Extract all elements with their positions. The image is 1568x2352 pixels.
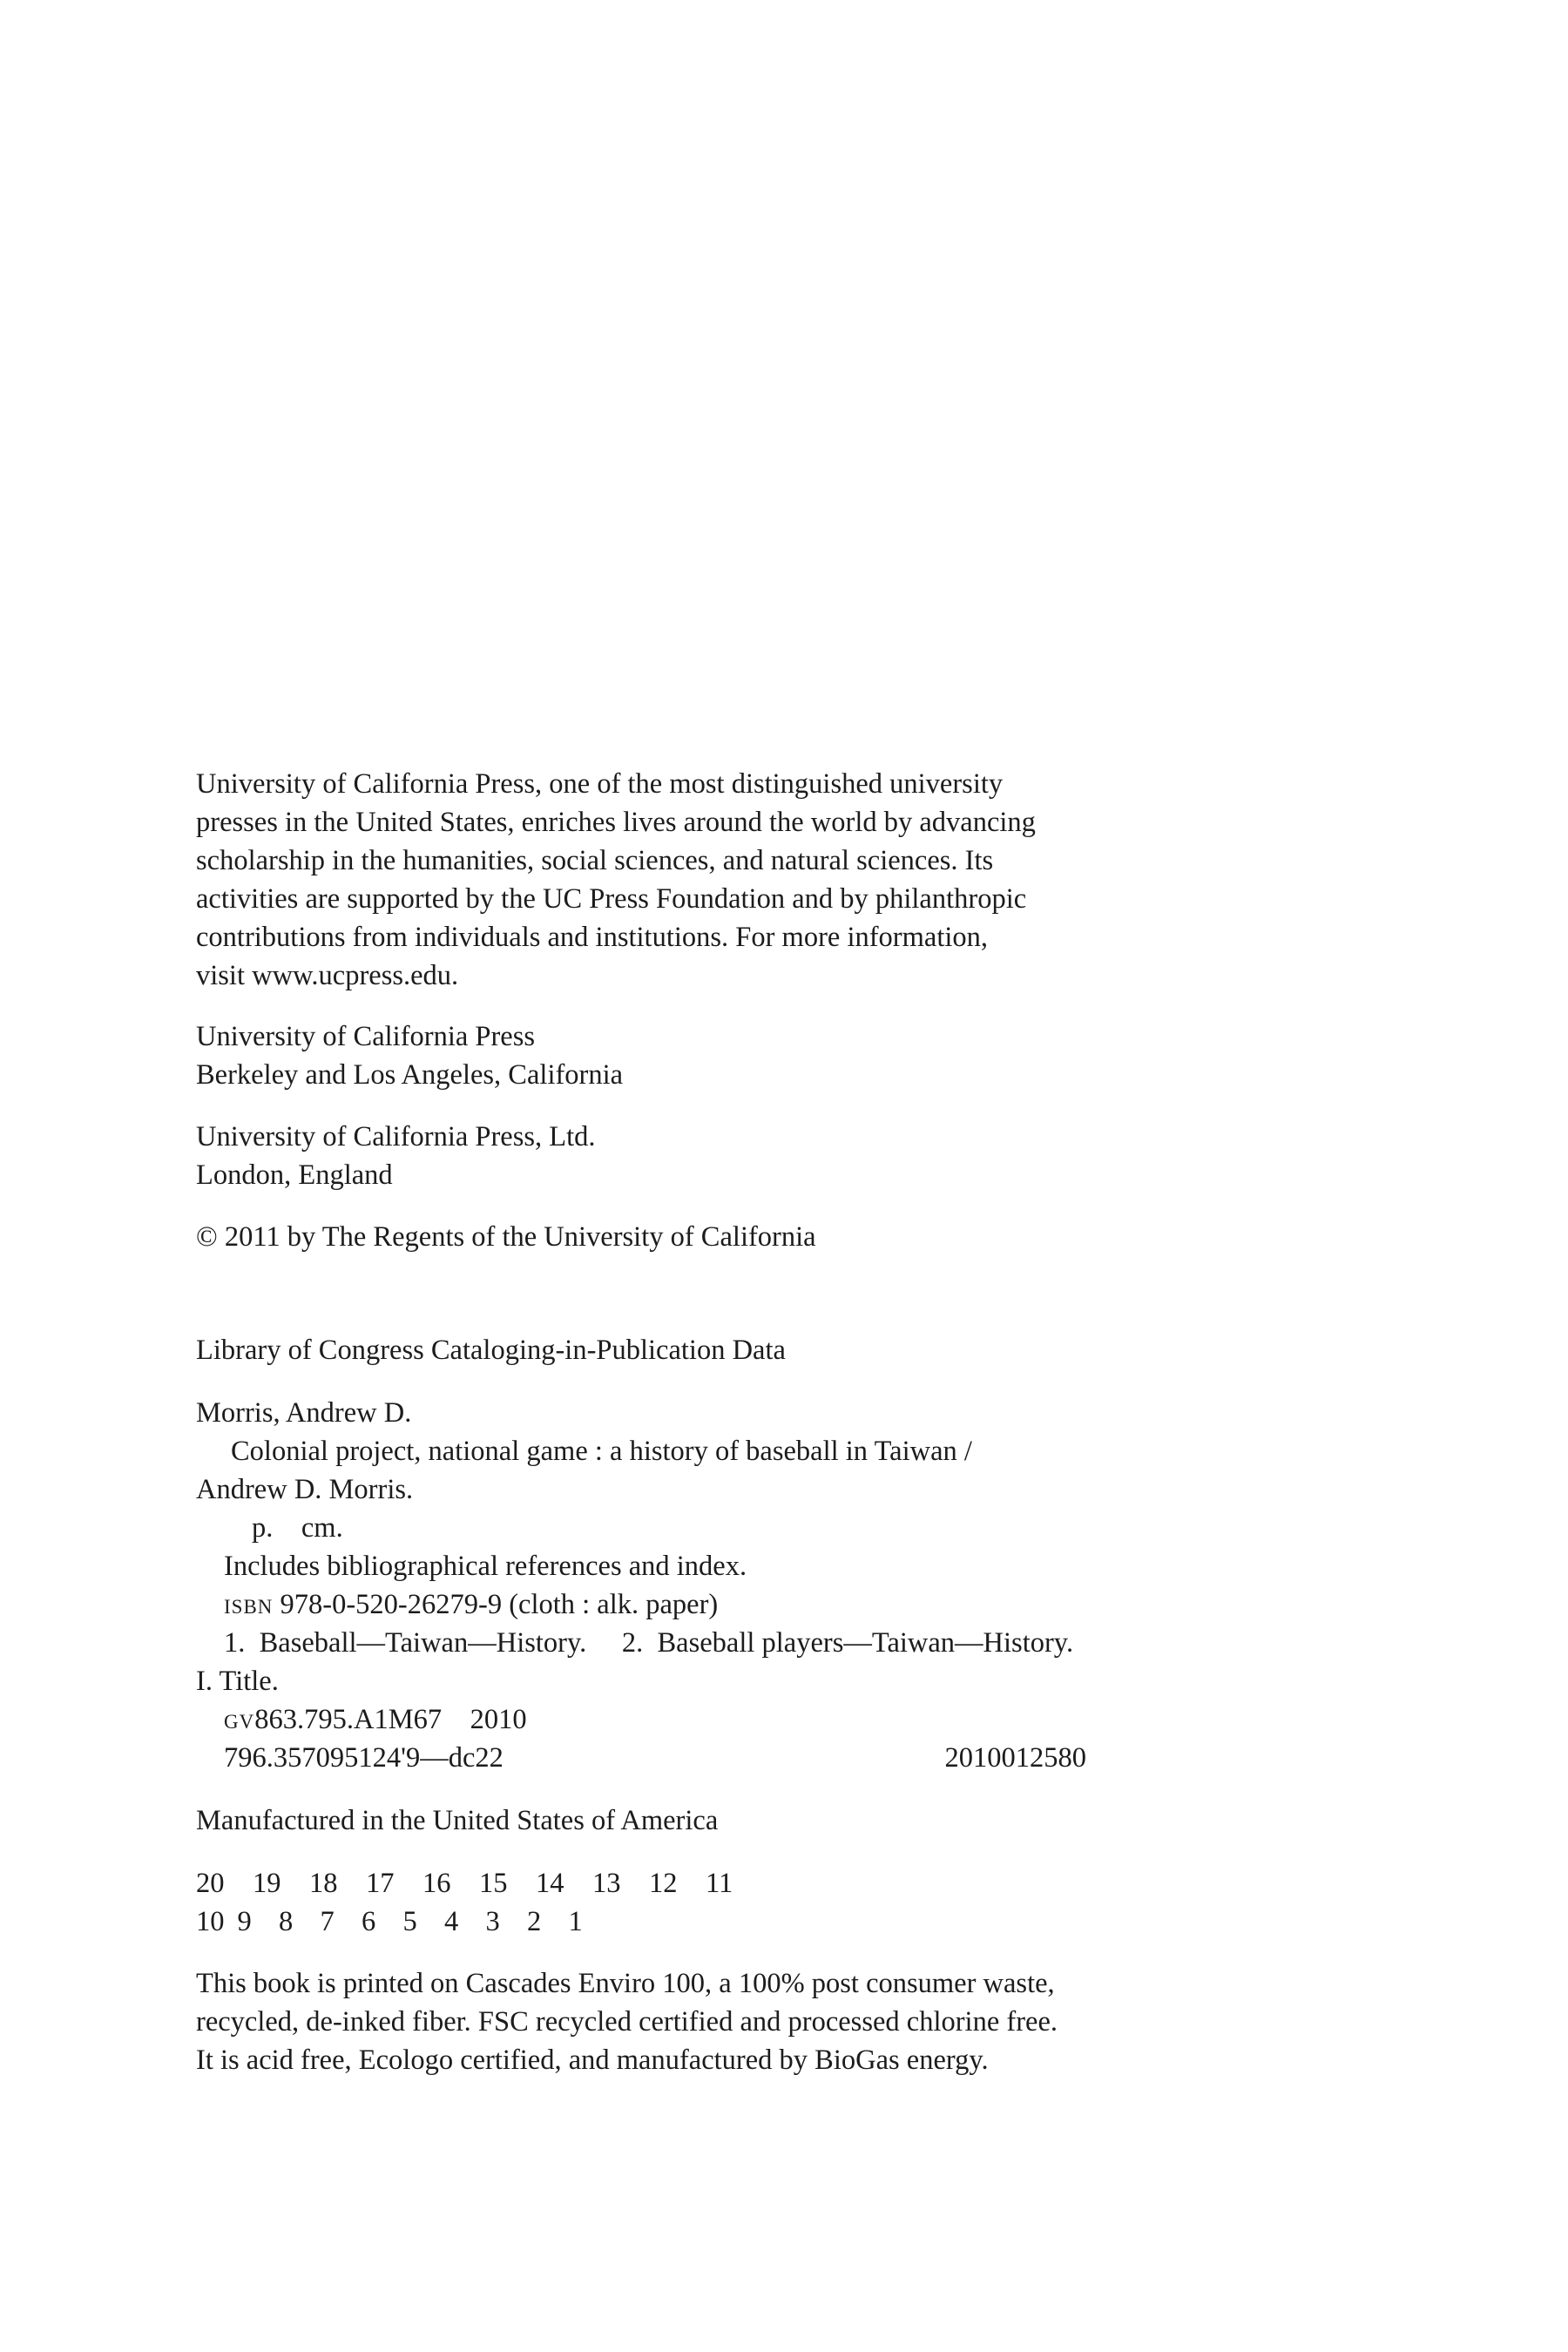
cip-heading-block [196, 1331, 1085, 1369]
cip-pages: p. cm. [252, 1512, 343, 1544]
publisher-uk-location: London, England [196, 1159, 393, 1191]
paper-note [196, 1964, 1085, 2079]
publisher-uk [196, 1118, 1085, 1194]
cip-dewey: 796.357095124'9—dc22 [224, 1742, 504, 1774]
lc-class-value: 863.795.A1M67 2010 [254, 1704, 527, 1735]
publisher-us-location: Berkeley and Los Angeles, California [196, 1059, 624, 1091]
print-number: 16 [422, 1868, 451, 1899]
cip-record [196, 1394, 1085, 1777]
print-number: 6 [362, 1906, 376, 1937]
press-description-line: University of California Press, one of the most distinguished university [196, 768, 1004, 800]
print-number: 17 [366, 1868, 395, 1899]
copyright-notice [196, 1218, 1085, 1256]
cip-subjects: 1. Baseball—Taiwan—History. 2. Baseball players—Taiwan—History. [224, 1627, 1074, 1659]
print-number: 2 [527, 1906, 542, 1937]
publisher-us [196, 1017, 1085, 1094]
cip-dewey-lccn [196, 1739, 1086, 1777]
print-number: 15 [479, 1868, 508, 1899]
paper-note-line: It is acid free, Ecologo certified, and manufactured by BioGas energy. [196, 2044, 989, 2076]
print-number: 4 [444, 1906, 459, 1937]
print-number: 3 [485, 1906, 500, 1937]
cip-subjects-title: I. Title. [196, 1666, 279, 1697]
cip-title-line: Andrew D. Morris. [196, 1474, 414, 1505]
print-number: 8 [279, 1906, 294, 1937]
manufactured-block [196, 1801, 1085, 1840]
print-number: 18 [309, 1868, 338, 1899]
print-number: 12 [649, 1868, 678, 1899]
paper-note-line: This book is printed on Cascades Enviro 100, a 100% post consumer waste, [196, 1968, 1055, 1999]
print-number: 10 [196, 1906, 225, 1937]
cip-lccn: 2010012580 [944, 1742, 1086, 1774]
paper-note-line: recycled, de-inked fiber. FSC recycled certified and processed chlorine free. [196, 2006, 1058, 2038]
print-line-1 [196, 1864, 1085, 1903]
cip-bibliography: Includes bibliographical references and index. [224, 1551, 747, 1582]
lc-class-label: gv [224, 1704, 255, 1735]
publisher-us-name: University of California Press [196, 1021, 536, 1052]
print-number: 14 [536, 1868, 564, 1899]
manufactured-line: Manufactured in the United States of America [196, 1805, 719, 1836]
copyright-line: © 2011 by The Regents of the University of California [196, 1221, 816, 1253]
isbn-label: isbn [224, 1589, 274, 1620]
printer-key [196, 1864, 1085, 1941]
print-number: 5 [402, 1906, 417, 1937]
press-description-line: activities are supported by the UC Press Foundation and by philanthropic [196, 883, 1027, 915]
cip-author: Morris, Andrew D. [196, 1397, 412, 1429]
cip-heading: Library of Congress Cataloging-in-Publication Data [196, 1335, 786, 1366]
print-number: 11 [706, 1868, 733, 1899]
press-description-line: visit www.ucpress.edu. [196, 960, 459, 991]
print-number: 20 [196, 1868, 225, 1899]
isbn-value: 978-0-520-26279-9 (cloth : alk. paper) [280, 1589, 719, 1620]
press-description-line: contributions from individuals and institutions. For more information, [196, 922, 989, 953]
publisher-uk-name: University of California Press, Ltd. [196, 1121, 596, 1152]
cip-isbn [196, 1585, 1085, 1624]
cip-lc-class [196, 1700, 1085, 1739]
print-number: 1 [568, 1906, 583, 1937]
cip-title-line: Colonial project, national game : a history of baseball in Taiwan / [231, 1436, 972, 1467]
press-description-line: presses in the United States, enriches lives around the world by advancing [196, 807, 1036, 838]
print-number: 9 [237, 1906, 252, 1937]
print-line-2 [196, 1903, 1085, 1941]
print-number: 19 [253, 1868, 281, 1899]
press-description [196, 765, 1085, 995]
press-description-line: scholarship in the humanities, social sciences, and natural sciences. Its [196, 845, 994, 876]
print-number: 7 [320, 1906, 335, 1937]
print-number: 13 [592, 1868, 621, 1899]
